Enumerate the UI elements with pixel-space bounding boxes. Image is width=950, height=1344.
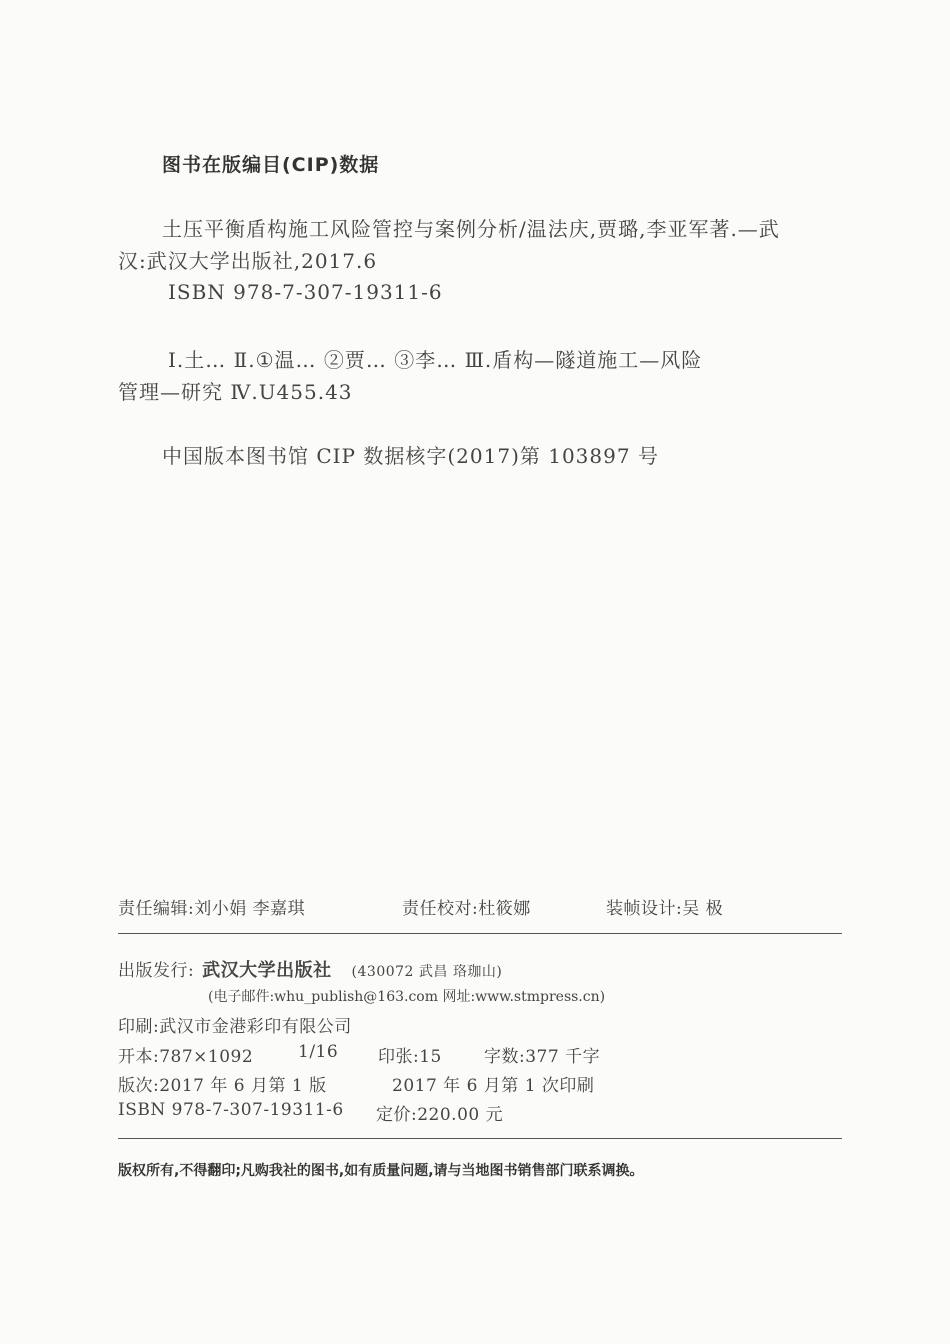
cip-classification-line-2: 管理—研究 Ⅳ.U455.43 [118,380,353,404]
cip-heading: 图书在版编目(CIP)数据 [162,154,380,176]
copyright-notice: 版权所有,不得翻印;凡购我社的图书,如有质量问题,请与当地图书销售部门联系调换。 [118,1163,644,1179]
cip-classification-line-1: Ⅰ.土… Ⅱ.①温… ②贾… ③李… Ⅲ.盾构—隧道施工—风险 [168,348,703,372]
cip-title-line-2: 汉:武汉大学出版社,2017.6 [118,249,378,273]
publisher-name: 武汉大学出版社 [202,960,332,981]
top-divider [118,933,842,934]
word-count: 字数:377 千字 [484,1047,601,1067]
credit-proofreader: 责任校对:杜筱娜 [402,899,531,919]
cip-isbn: ISBN 978-7-307-19311-6 [168,280,443,304]
credit-editor: 责任编辑:刘小娟 李嘉琪 [118,899,306,919]
printing: 2017 年 6 月第 1 次印刷 [392,1076,595,1096]
bottom-divider [118,1138,842,1139]
format-fraction: 1/16 [298,1042,339,1062]
publisher-address: (430072 武昌 珞珈山) [351,964,503,980]
price: 定价:220.00 元 [376,1105,504,1125]
edition: 版次:2017 年 6 月第 1 版 [118,1076,327,1096]
publisher-line [118,956,502,982]
printer: 印刷:武汉市金港彩印有限公司 [118,1017,352,1037]
publisher-label: 出版发行: [118,961,195,981]
cip-library-record: 中国版本图书馆 CIP 数据核字(2017)第 103897 号 [162,444,659,468]
cip-title-line-1: 土压平衡盾构施工风险管控与案例分析/温法庆,贾璐,李亚军著.—武 [162,217,780,241]
credit-designer: 装帧设计:吴 极 [606,899,724,919]
sheets: 印张:15 [378,1047,442,1067]
publisher-contact: (电子邮件:whu_publish@163.com 网址:www.stmpress.cn) [208,989,606,1005]
publishing-isbn: ISBN 978-7-307-19311-6 [118,1100,344,1120]
format: 开本:787×1092 [118,1047,254,1067]
